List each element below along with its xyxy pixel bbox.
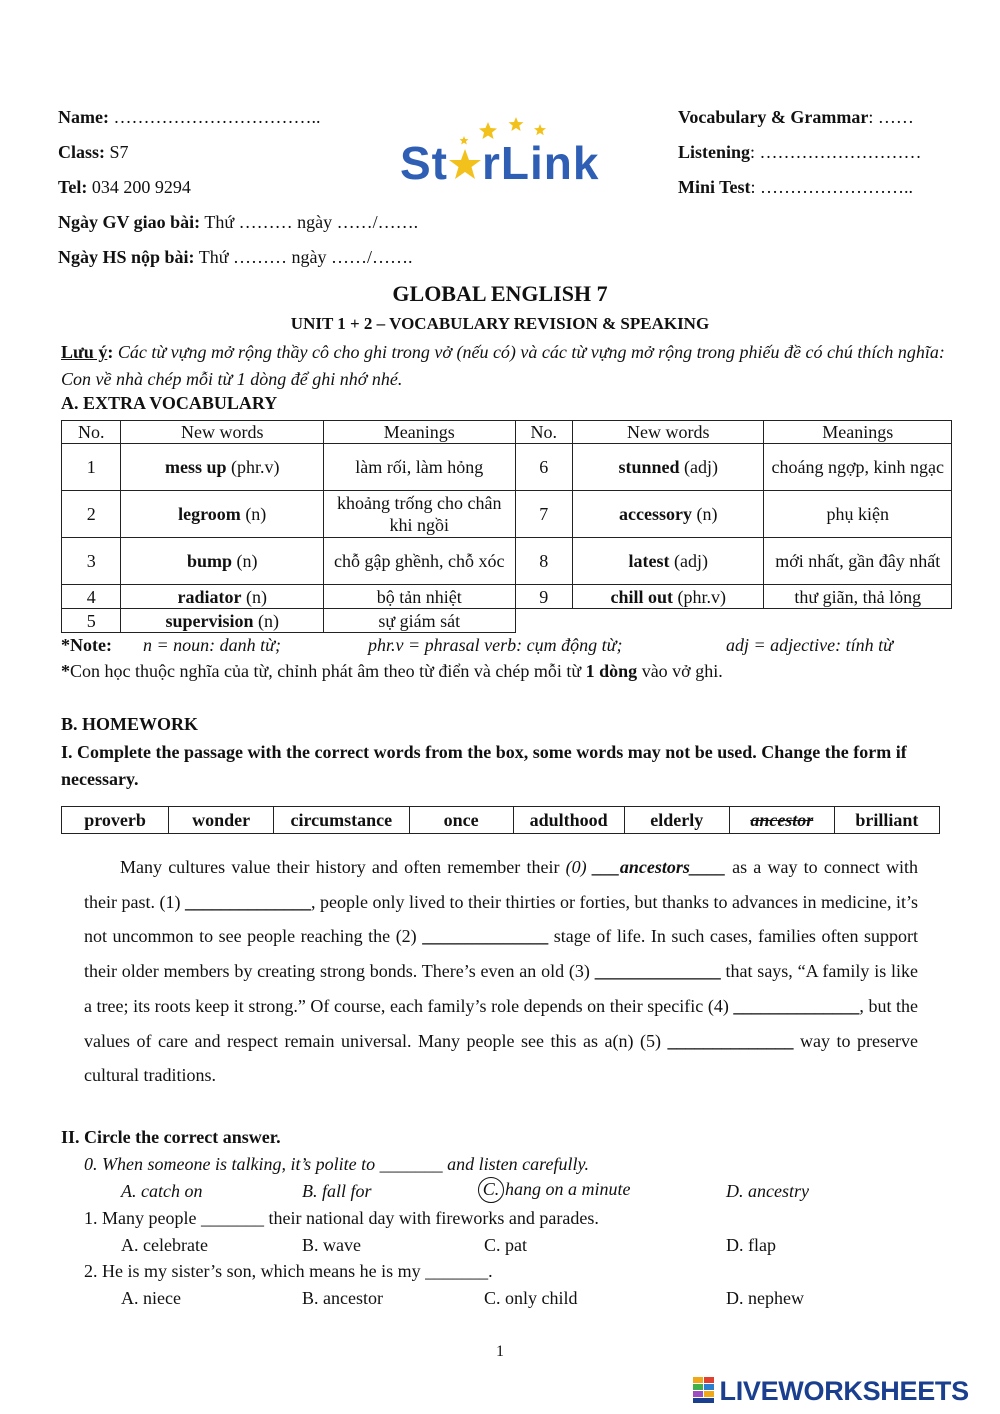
study-instruction [61,661,723,682]
option-letter: C. [484,1288,501,1308]
col-no: No. [62,421,121,444]
option-letter: C. [484,1235,501,1255]
table-row [62,609,952,633]
option-c[interactable] [484,1287,578,1309]
question-2: 2. He is my sister’s son, which means he is my _______. [84,1261,493,1281]
minitest-value: : …………………….. [750,177,914,197]
word-type: (n) [236,551,258,571]
meaning: choáng ngợp, kinh ngạc [764,444,952,491]
row-number: 8 [515,538,572,585]
col-new-words-2: New words [572,421,764,444]
word-type: (n) [245,504,267,524]
meaning: mới nhất, gần đây nhất [764,538,952,585]
assign-date-line [58,211,418,233]
word-cell [572,585,764,609]
blank-2[interactable]: ______________ [422,926,549,947]
word-type: (adj) [683,457,718,477]
word-cell [572,491,764,538]
blank-1[interactable]: ______________ [185,891,312,912]
minitest-label: Mini Test [678,177,751,197]
word-box [61,806,940,834]
name-line [58,106,320,128]
meaning: chỗ gập ghềnh, chỗ xóc [324,538,516,585]
starlink-logo [398,114,638,194]
section-a-heading: A. EXTRA VOCABULARY [61,393,278,413]
question-1: 1. Many people _______ their national day with fireworks and parades. [84,1208,599,1228]
part1-heading: I. Complete the passage with the correct words from the box, some words may not be used. Change the form if necessary. [61,742,907,789]
option-b[interactable]: B. ancestor [302,1288,383,1308]
submit-label: Ngày HS nộp bài: [58,247,195,267]
listening-label: Listening [678,142,751,162]
abbrev-phrv: phr.v = phrasal verb: cụm động từ; [368,635,623,655]
instruction-star: * [61,661,70,681]
word-box-item-used: ancestor [729,807,834,834]
question-0: 0. When someone is talking, it’s polite to _______ and listen carefully. [84,1154,589,1174]
name-label: Name: [58,107,109,127]
word: legroom [178,504,241,524]
option-c[interactable] [484,1234,527,1256]
word: supervision [165,610,254,631]
submit-value: Thứ ……… ngày ……/……. [198,247,413,267]
blank-5[interactable]: ______________ [667,1030,794,1051]
col-new-words: New words [121,421,324,444]
word-cell [121,538,324,585]
option-a[interactable]: A. niece [121,1288,181,1308]
row-number: 1 [62,444,121,491]
meaning: phụ kiện [764,491,952,538]
passage-text: , people only lived to their thirties or forties, but thanks to advances in medicine, it’s not uncommon to see people reaching the (2) [84,891,919,947]
word-cell [121,609,324,633]
note-label: Lưu ý [61,342,108,362]
instruction-end: vào vở ghi. [637,661,723,681]
option-d[interactable]: D. nephew [726,1288,804,1308]
word-type: (n) [258,610,279,631]
liveworksheets-brand [693,1376,969,1406]
passage-text: Many cultures value their history and often remember their [120,857,560,877]
example-answer: ___ancestors____ [592,857,726,877]
row-number: 7 [515,491,572,538]
option-a[interactable]: A. celebrate [121,1235,208,1255]
liveworksheets-icon [693,1377,715,1403]
assign-label: Ngày GV giao bài: [58,212,201,232]
vocab-grammar-value: : …… [868,107,914,127]
option-d[interactable]: D. ancestry [726,1181,809,1201]
word: mess up [164,457,227,477]
example-number: (0) [565,857,587,877]
vocab-grammar-score [678,106,914,128]
note-paragraph [61,339,951,393]
word-cell [121,585,324,609]
word-box-item: brilliant [834,807,939,834]
minitest-score [678,176,913,198]
class-label: Class: [58,142,106,162]
meaning: làm rối, làm hỏng [324,444,516,491]
liveworksheets-text: LIVEWORKSHEETS [719,1376,969,1406]
passage-text: that says, “A family is like a tree; its roots keep it strong.” Of course, each family’s role depends on their specific (4) [84,961,919,1016]
blank-3[interactable]: ______________ [594,961,721,982]
col-meanings-2: Meanings [764,421,952,444]
table-row [62,444,952,491]
row-number: 5 [62,609,121,633]
meaning: bộ tản nhiệt [324,585,516,609]
passage-text: , but the values of care and respect remain universal. Many people see this as a(n) (5) [84,995,919,1051]
part2-heading: II. Circle the correct answer. [61,1127,281,1147]
table-row [62,585,952,609]
passage-text: stage of life. In such cases, families often support their older members by creating strong bonds. There’s even an old (3) [84,926,919,982]
word-cell [572,444,764,491]
tel-label: Tel: [58,177,88,197]
listening-value: : ……………………… [750,142,922,162]
col-meanings: Meanings [324,421,516,444]
word: bump [186,551,232,571]
table-header-row [62,421,952,444]
option-d[interactable]: D. flap [726,1235,776,1255]
logo-text-end: rLink [482,137,600,189]
word-box-item: wonder [169,807,274,834]
word-box-item: circumstance [274,807,409,834]
logo-star-icon [448,140,482,194]
logo-text-start: St [400,137,448,189]
word-box-item: elderly [624,807,729,834]
word-type: (n) [696,504,718,524]
tel-line [58,176,191,198]
word-box-item: proverb [62,807,169,834]
table-row [62,538,952,585]
assign-value: Thứ ……… ngày ……/……. [204,212,419,232]
word-type: (phr.v) [231,457,280,477]
instruction-bold: 1 dòng [585,661,638,681]
word-type: (adj) [673,551,708,571]
tel-value: 034 200 9294 [91,177,191,197]
note-colon: : [107,342,114,362]
passage [84,850,918,1093]
word-box-item: adulthood [513,807,624,834]
option-a[interactable]: A. catch on [121,1181,203,1201]
submit-date-line [58,246,412,268]
word-cell [572,538,764,585]
page-subtitle: UNIT 1 + 2 – VOCABULARY REVISION & SPEAKING [290,314,710,333]
word: radiator [177,586,242,607]
class-value: S7 [109,142,129,162]
word: stunned [618,457,680,477]
selected-circle: C. [478,1177,504,1203]
page-title: GLOBAL ENGLISH 7 [392,281,608,306]
option-c-selected[interactable] [478,1177,631,1203]
abbrev-adj: adj = adjective: tính từ [726,635,893,655]
word-type: (n) [245,586,267,607]
abbrev-note-label: *Note: [61,635,112,655]
word-cell [121,444,324,491]
row-number: 3 [62,538,121,585]
vocab-grammar-label: Vocabulary & Grammar [678,107,869,127]
word: accessory [618,504,692,524]
col-no-2: No. [515,421,572,444]
word-cell [121,491,324,538]
meaning: khoảng trống cho chân khi ngồi [324,491,516,538]
listening-score [678,141,922,163]
name-value: …………………………….. [113,107,321,127]
meaning: thư giãn, thả lỏng [764,585,952,609]
option-text: hang on a minute [505,1179,631,1199]
empty-cell [515,609,951,633]
blank-4[interactable]: ______________ [733,995,860,1016]
row-number: 9 [515,585,572,609]
section-b-heading: B. HOMEWORK [61,714,199,734]
row-number: 2 [62,491,121,538]
word-box-item: once [409,807,513,834]
row-number: 4 [62,585,121,609]
abbrev-note [61,635,112,656]
option-b[interactable]: B. fall for [302,1181,372,1201]
row-number: 6 [515,444,572,491]
option-b[interactable]: B. wave [302,1235,361,1255]
page-number: 1 [496,1343,504,1360]
vocab-table [61,420,952,633]
abbrev-n: n = noun: danh từ; [143,635,281,655]
passage-text: as a way to connect with their past. (1) [84,857,919,912]
table-row [62,491,952,538]
instruction-text: Con học thuộc nghĩa của từ, chỉnh phát âm theo từ điển và chép mỗi từ [70,661,586,681]
option-text: only child [505,1288,578,1308]
note-text: Các từ vựng mở rộng thầy cô cho ghi trong vở (nếu có) và các từ vựng mở rộng trong phiếu đề có chú thích nghĩa: Con về nhà chép mỗi từ 1 dòng để ghi nhớ nhé. [61,342,945,389]
passage-text: way to preserve cultural traditions. [84,1030,918,1086]
class-line [58,141,129,163]
meaning: sự giám sát [324,609,516,633]
word: latest [628,551,670,571]
word: chill out [610,586,673,607]
word-type: (phr.v) [677,586,726,607]
option-text: pat [505,1235,528,1255]
